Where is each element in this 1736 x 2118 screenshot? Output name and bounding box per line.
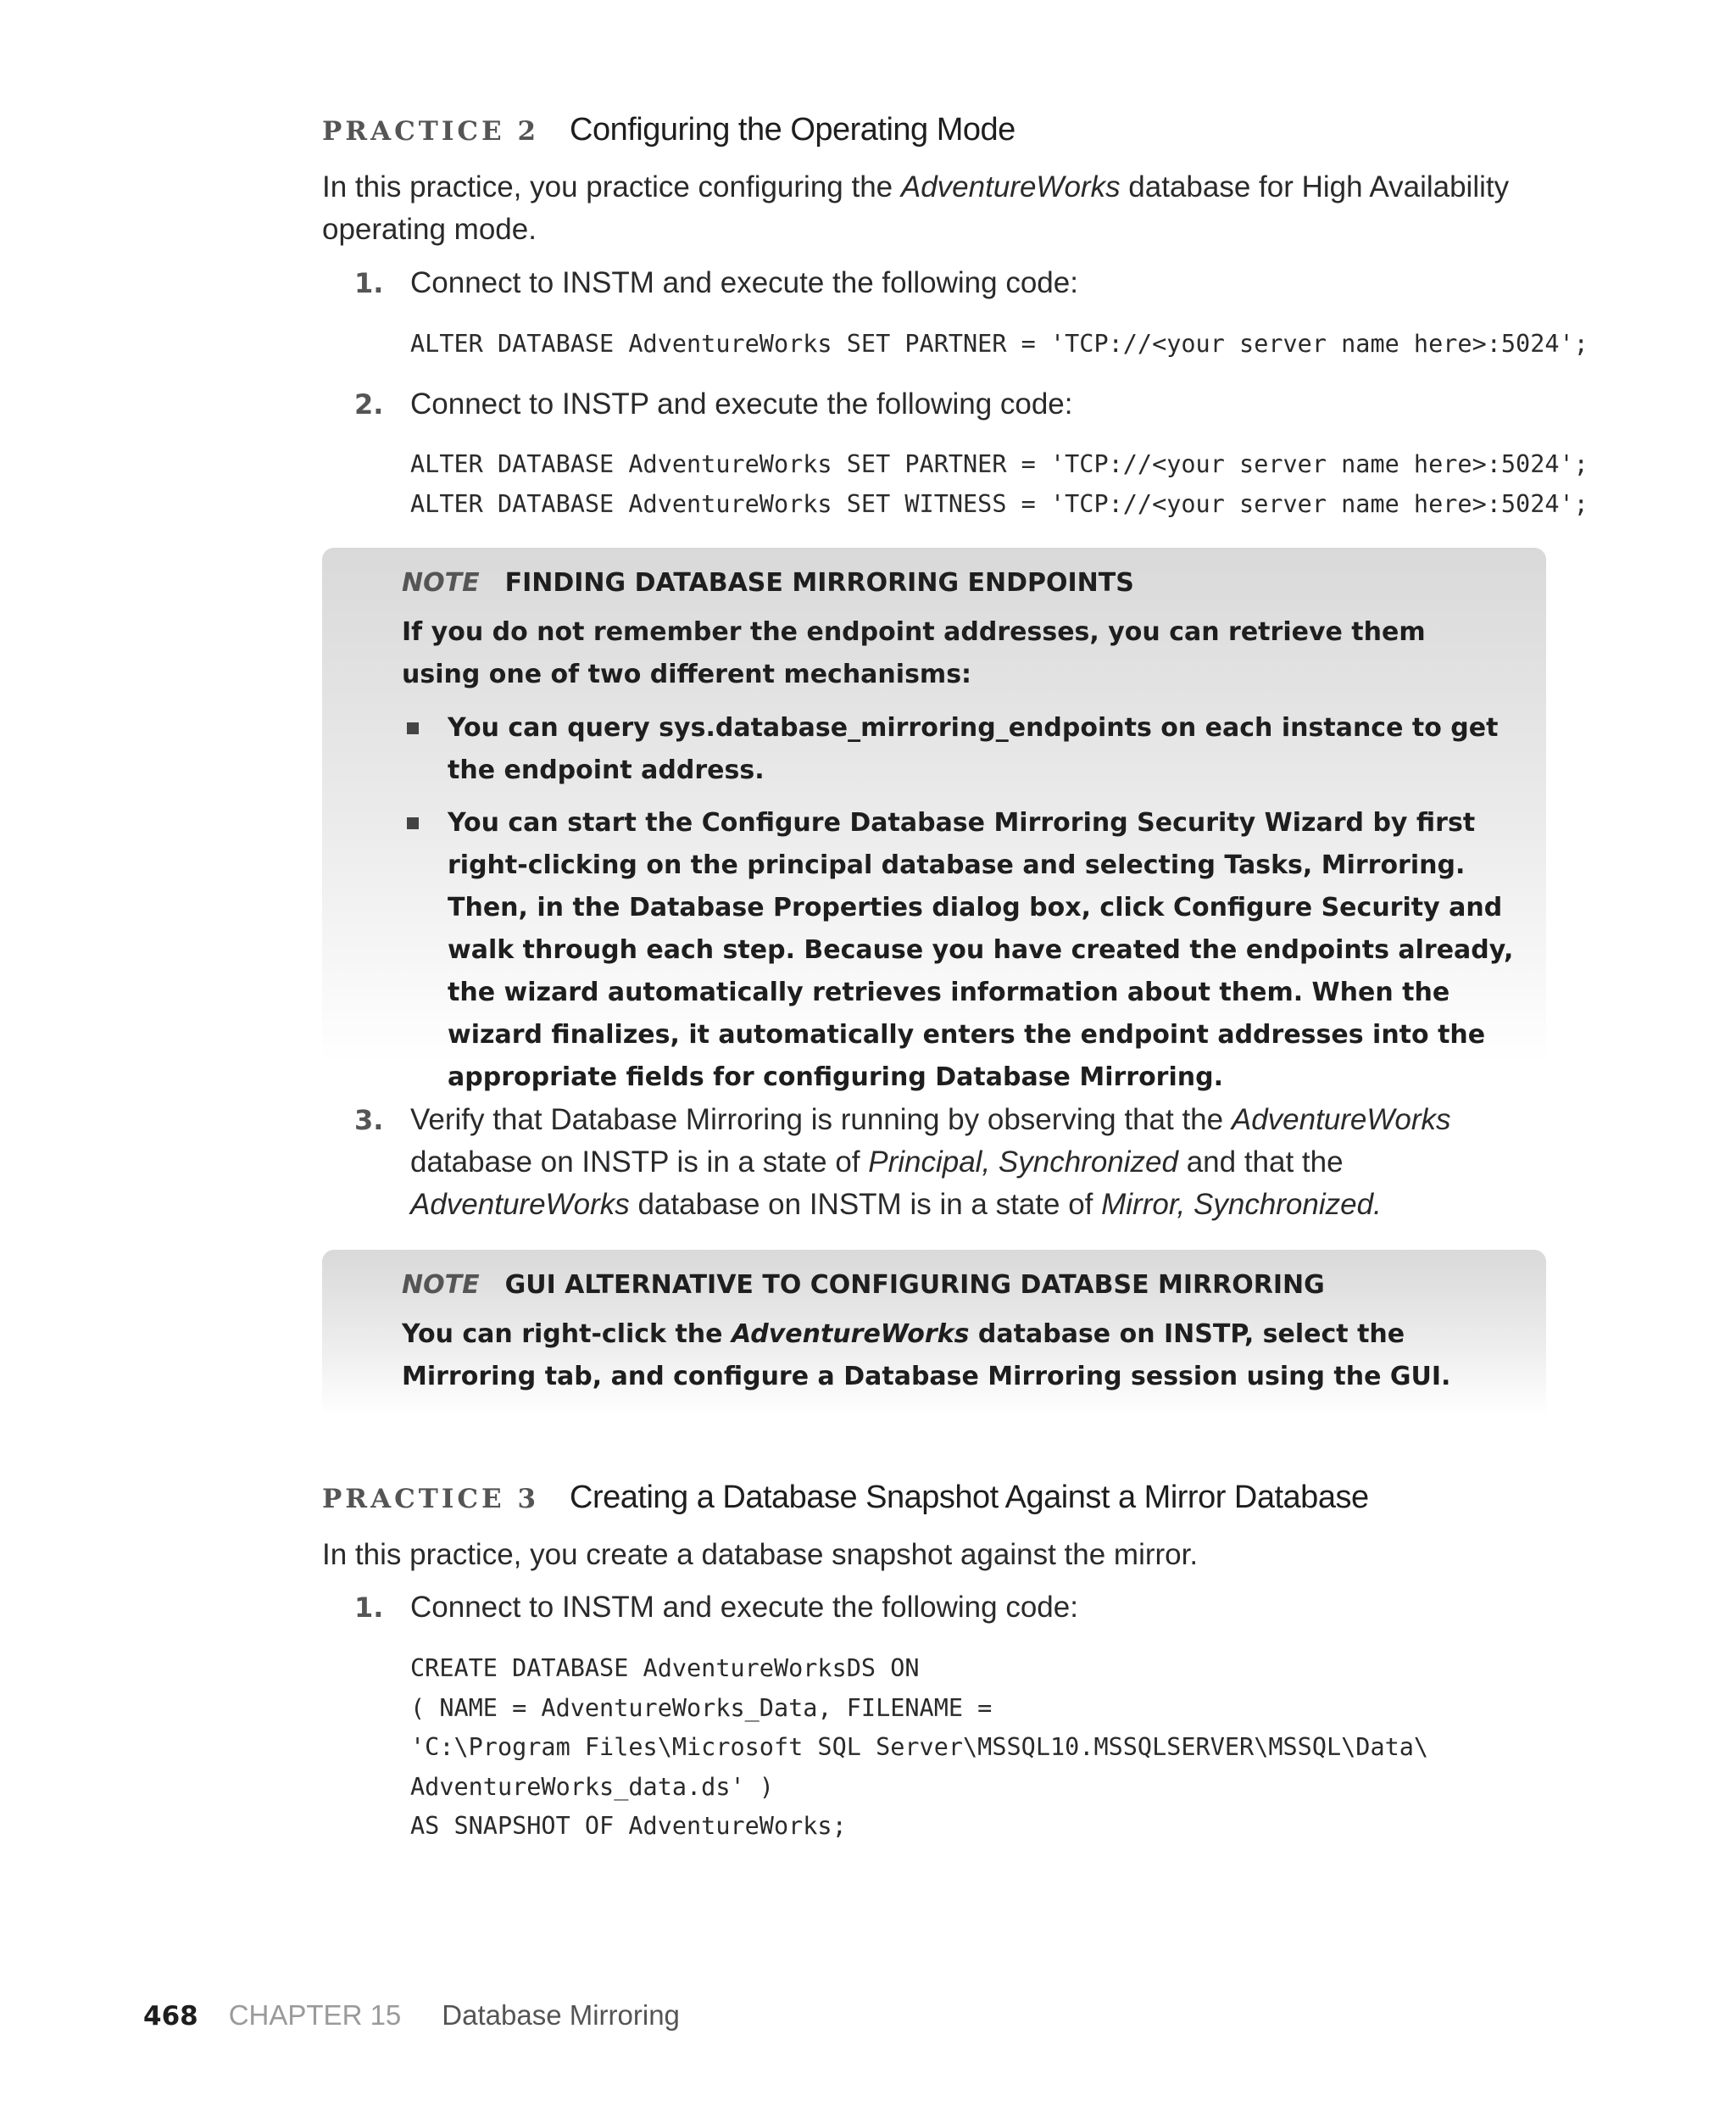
note-1-label: NOTE: [402, 568, 480, 598]
note-2-emphasis: AdventureWorks: [731, 1319, 970, 1349]
step-3-emphasis-3: AdventureWorks: [410, 1188, 630, 1221]
step-2: [354, 383, 1558, 426]
note-1-bullet-1-text: You can query sys.database_mirroring_endpoints on each instance to get the endpoint address.: [448, 713, 1499, 785]
practice-3-intro: In this practice, you create a database snapshot against the mirror.: [322, 1538, 1199, 1571]
practice-3-label: PRACTICE 3: [322, 1484, 540, 1514]
note-2-text-2: database on INSTP, select the Mirroring tab, and configure a Database Mirroring session using the GUI.: [402, 1319, 1451, 1391]
step-3-text-2: database on INSTP is in a state of: [410, 1145, 869, 1179]
note-2-text: [402, 1313, 1538, 1398]
intro-text-b: database for High Availability operating mode.: [322, 170, 1510, 246]
step-3-emphasis-2: Principal, Synchronized: [868, 1145, 1178, 1179]
note-2-title: GUI ALTERNATIVE TO CONFIGURING DATABSE MIRRORING: [504, 1270, 1325, 1300]
step-1-code: ALTER DATABASE AdventureWorks SET PARTNER = 'TCP://<your server name here>:5024';: [410, 330, 1589, 358]
practice-2-title: Configuring the Operating Mode: [570, 112, 1015, 148]
step-2-code: ALTER DATABASE AdventureWorks SET PARTNER = 'TCP://<your server name here>:5024'; ALTER DATABASE AdventureWorks SET WITNESS = 'TCP://<your server name here>:5024';: [410, 450, 1589, 518]
practice-3-title: Creating a Database Snapshot Against a Mirror Database: [570, 1480, 1369, 1515]
note-1-title: FINDING DATABASE MIRRORING ENDPOINTS: [504, 568, 1134, 598]
practice-2-label: PRACTICE 2: [322, 116, 540, 147]
practice-3-step-1: [354, 1586, 1558, 1629]
step-1-text: Connect to INSTM and execute the following code:: [410, 266, 1078, 299]
note-1-text: If you do not remember the endpoint addresses, you can retrieve them using one of two different mechanisms:: [402, 617, 1426, 689]
practice-3-step-1-text: Connect to INSTM and execute the following code:: [410, 1591, 1078, 1624]
bullet-square-icon: [407, 817, 419, 829]
footer-chapter: CHAPTER 15: [228, 1999, 402, 2031]
step-2-text: Connect to INSTP and execute the following code:: [410, 387, 1073, 421]
note-1-bullet-1: [407, 707, 1534, 792]
note-1-bullet-2-text: You can start the Configure Database Mirroring Security Wizard by first right-clicking on the principal database and selecting Tasks, Mirroring. Then, in the Database Properties dialog box, click Configure Security and walk through each step. Because you have created the endpoints already, the wizard automatically retrieves information about them. When the wizard finalizes, it automatically enters the endpoint addresses into the appropriate fields for configuring Database Mirroring.: [448, 808, 1514, 1092]
note-box-gui-alternative: [322, 1250, 1546, 1416]
practice-2-intro: [322, 166, 1551, 251]
step-2-number: 2.: [354, 388, 384, 421]
step-3-number: 3.: [354, 1104, 384, 1136]
step-3: [354, 1099, 1558, 1226]
practice-3-heading: [322, 1480, 1369, 1516]
bullet-square-icon: [407, 722, 419, 734]
note-1-bullet-2: [407, 802, 1534, 1099]
note-2-text-1: You can right-click the: [402, 1319, 732, 1349]
intro-emphasis: AdventureWorks: [900, 170, 1121, 203]
note-1-heading: [402, 568, 1134, 598]
page-footer: [143, 1999, 680, 2032]
footer-chapter-title: Database Mirroring: [442, 1999, 680, 2031]
step-3-emphasis-1: AdventureWorks: [1231, 1103, 1451, 1136]
practice-3-step-1-code: CREATE DATABASE AdventureWorksDS ON ( NAME = AdventureWorks_Data, FILENAME = 'C:\Program Files\Microsoft SQL Server\MSSQL10.MSSQLSERVER\MSSQL\Data\ AdventureWorks_data.ds' ) AS SNAPSHOT OF AdventureWorks;: [410, 1654, 1429, 1840]
step-3-emphasis-4: Mirror, Synchronized.: [1101, 1188, 1382, 1221]
practice-2-heading: [322, 112, 1015, 148]
page-number: 468: [143, 2001, 198, 2032]
step-1-number: 1.: [354, 267, 384, 299]
step-3-text-1: Verify that Database Mirroring is running by observing that the: [410, 1103, 1232, 1136]
practice-3-step-1-number: 1.: [354, 1591, 384, 1624]
step-3-text: [410, 1099, 1558, 1226]
note-box-endpoints: [322, 548, 1546, 1092]
intro-text-a: In this practice, you practice configuring the: [322, 170, 901, 203]
step-1: [354, 262, 1558, 304]
step-3-text-3: and that the: [1177, 1145, 1344, 1179]
step-3-text-4: database on INSTM is in a state of: [629, 1188, 1102, 1221]
note-2-heading: [402, 1270, 1325, 1300]
note-2-label: NOTE: [402, 1270, 480, 1300]
